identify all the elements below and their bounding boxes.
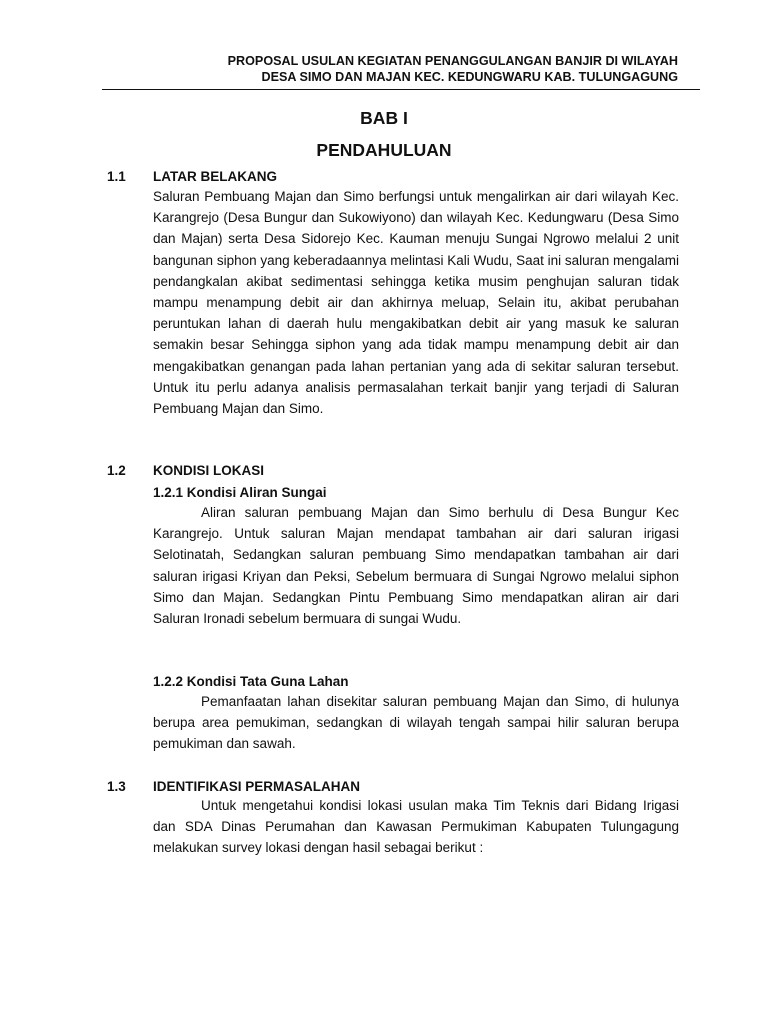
chapter-title: PENDAHULUAN bbox=[316, 140, 452, 160]
chapter-number: BAB I bbox=[360, 108, 408, 128]
header-line-2: DESA SIMO DAN MAJAN KEC. KEDUNGWARU KAB. TULUNGAGUNG bbox=[261, 70, 678, 84]
section-body-identifikasi-permasalahan: Untuk mengetahui kondisi lokasi usulan maka Tim Teknis dari Bidang Irigasi dan SDA Dinas Perumahan dan Kawasan Permukiman Kabupaten Tulungagung melakukan survey lokasi dengan hasil sebagai berikut : bbox=[153, 798, 679, 856]
subsection-body-tata-guna-lahan: Pemanfaatan lahan disekitar saluran pembuang Majan dan Simo, di hulunya berupa area pemukiman, sedangkan di wilayah tengah sampai hilir saluran berupa pemukiman dan sawah. bbox=[153, 694, 679, 752]
section-number-1-2: 1.2 bbox=[107, 463, 126, 478]
section-heading-identifikasi-permasalahan: IDENTIFIKASI PERMASALAHAN bbox=[153, 779, 361, 794]
section-heading-kondisi-lokasi: KONDISI LOKASI bbox=[153, 463, 265, 478]
running-header bbox=[102, 53, 678, 85]
section-number-1-3: 1.3 bbox=[107, 779, 126, 794]
header-line-1: PROPOSAL USULAN KEGIATAN PENANGGULANGAN BANJIR DI WILAYAH bbox=[227, 54, 678, 68]
section-heading-latar-belakang: LATAR BELAKANG bbox=[153, 169, 277, 184]
section-body-latar-belakang: Saluran Pembuang Majan dan Simo berfungsi untuk mengalirkan air dari wilayah Kec. Karangrejo (Desa Bungur dan Sukowiyono) dan wilayah Kec. Kedungwaru (Desa Simo dan Majan) serta Desa Sidorejo Kec. Kauman menuju Sungai Ngrowo melalui 2 unit bangunan siphon yang keberadaannya melintasi Kali Wudu, Saat ini saluran mengalami pendangkalan akibat sedimentasi sehingga ketika musim penghujan saluran tidak mampu menampung debit air dan akhirnya meluap, Selain itu, akibat perubahan peruntukan lahan di daerah hulu mengakibatkan debit air yang masuk ke saluran semakin besar Sehingga siphon yang ada tidak mampu menampung debit air dan mengakibatkan genangan pada lahan pertanian yang ada di sekitar saluran tersebut. Untuk itu perlu adanya analisis permasalahan terkait banjir yang terjadi di Saluran Pembuang Majan dan Simo. bbox=[153, 189, 679, 417]
subsection-body-aliran-sungai: Aliran saluran pembuang Majan dan Simo berhulu di Desa Bungur Kec Karangrejo. Untuk saluran Majan mendapat tambahan air dari saluran irigasi Selotinatah, Sedangkan saluran pembuang Simo mendapatkan tambahan air dari saluran irigasi Kriyan dan Peksi, Sebelum bermuara di Sungai Ngrowo melalui siphon Simo dan Majan. Sedangkan Pintu Pembuang Simo mendapatkan aliran air dari Saluran Ironadi sebelum bermuara di sungai Wudu. bbox=[153, 505, 679, 627]
section-number-1-1: 1.1 bbox=[107, 169, 126, 184]
subsection-heading-aliran-sungai: 1.2.1 Kondisi Aliran Sungai bbox=[153, 485, 327, 500]
header-divider bbox=[102, 89, 700, 90]
subsection-heading-tata-guna-lahan: 1.2.2 Kondisi Tata Guna Lahan bbox=[153, 674, 349, 689]
